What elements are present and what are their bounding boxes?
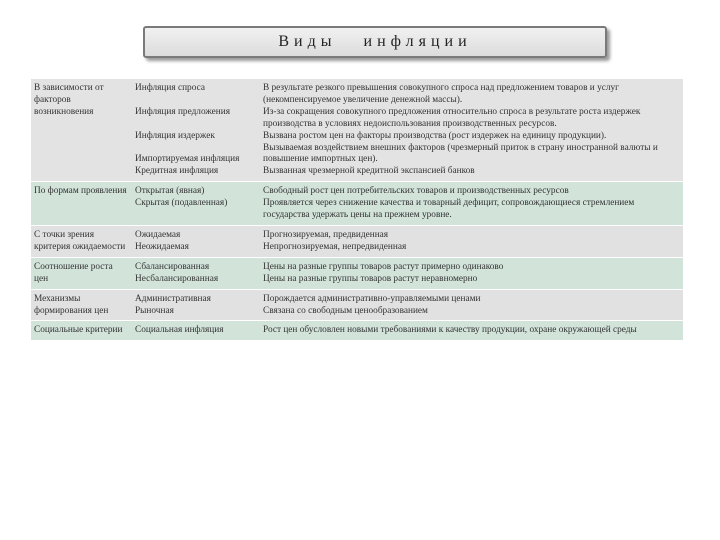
inflation-type: Ожидаемая <box>135 229 181 240</box>
description-text: Вызываемая воздействием внешних факторов (чрезмерный приток в страну иностранной валюты и повышение импортных цен). <box>263 142 658 165</box>
types-cell <box>132 258 260 289</box>
inflation-type: Открытая (явная) <box>135 186 205 197</box>
table-body <box>31 79 683 340</box>
types-cell <box>132 79 260 181</box>
criterion-text: Социальные критерии <box>34 325 123 336</box>
criterion-cell <box>31 258 132 289</box>
criterion-text: Механизмы формирования цен <box>34 293 109 316</box>
description-text: Проявляется через снижение качества и товарный дефицит, сопровождающиеся стремлением государства удержать цены на прежнем уровне. <box>263 198 635 221</box>
criterion-text: По формам проявления <box>34 186 127 197</box>
description-text: Вызвана ростом цен на факторы производства (рост издержек на единицу продукции). <box>263 130 607 141</box>
type-spacer <box>135 95 257 107</box>
description-text: Цены на разные группы товаров растут неравномерно <box>263 273 478 284</box>
description-cell <box>260 182 683 225</box>
description-cell <box>260 321 683 340</box>
types-cell <box>132 226 260 257</box>
inflation-type: Инфляция предложения <box>135 106 231 117</box>
types-cell <box>132 290 260 321</box>
description-cell <box>260 226 683 257</box>
description-text: Вызванная чрезмерной кредитной экспансией банков <box>263 166 475 177</box>
description-text: Свободный рост цен потребительских товаров и производственных ресурсов <box>263 186 569 197</box>
inflation-type: Административная <box>135 293 211 304</box>
description-cell <box>260 290 683 321</box>
description-text: Связана со свободным ценообразованием <box>263 305 428 316</box>
inflation-type: Неожидаемая <box>135 241 189 252</box>
types-cell <box>132 321 260 340</box>
description-text: Цены на разные группы товаров растут примерно одинаково <box>263 261 504 272</box>
criterion-text: Соотношение роста цен <box>34 261 113 284</box>
criterion-cell <box>31 79 132 181</box>
type-spacer <box>135 143 257 155</box>
type-spacer <box>135 119 257 131</box>
description-text: Из-за сокращения совокупного предложения относительно спроса в результате роста издержек производства в условиях недоиспользования производственных ресурсов. <box>263 106 641 129</box>
table-row <box>31 290 683 321</box>
types-cell <box>132 182 260 225</box>
description-text: Рост цен обусловлен новыми требованиями к качеству продукции, охране окружающей среды <box>263 325 637 336</box>
criterion-cell <box>31 321 132 340</box>
slide-title: Виды инфляции <box>278 33 472 50</box>
inflation-type: Инфляция издержек <box>135 130 215 141</box>
criterion-cell <box>31 226 132 257</box>
table-row <box>31 182 683 225</box>
description-text: Непрогнозируемая, непредвиденная <box>263 241 407 252</box>
inflation-type: Рыночная <box>135 305 174 316</box>
table-row <box>31 79 683 181</box>
inflation-types-table <box>31 78 683 341</box>
inflation-type: Социальная инфляция <box>135 325 224 336</box>
table-row <box>31 226 683 257</box>
inflation-type: Несбалансированная <box>135 273 219 284</box>
criterion-cell <box>31 182 132 225</box>
inflation-type: Сбалансированная <box>135 261 210 272</box>
description-cell <box>260 258 683 289</box>
criterion-cell <box>31 290 132 321</box>
description-text: Порождается административно-управляемыми ценами <box>263 293 481 304</box>
table-row <box>31 258 683 289</box>
description-text: Прогнозируемая, предвиденная <box>263 229 389 240</box>
inflation-type: Скрытая (подавленная) <box>135 198 228 209</box>
table-row <box>31 321 683 340</box>
criterion-text: С точки зрения критерия ожидаемости <box>34 229 126 252</box>
inflation-type: Импортируемая инфляция <box>135 154 240 165</box>
inflation-type: Кредитная инфляция <box>135 166 219 177</box>
description-cell <box>260 79 683 181</box>
criterion-text: В зависимости от факторов возникновения <box>34 83 104 117</box>
inflation-type: Инфляция спроса <box>135 83 205 93</box>
description-text: В результате резкого превышения совокупного спроса над предложением товаров и услуг (некомпенсируемое увеличение денежной массы). <box>263 83 619 105</box>
slide-title-box <box>143 26 607 58</box>
